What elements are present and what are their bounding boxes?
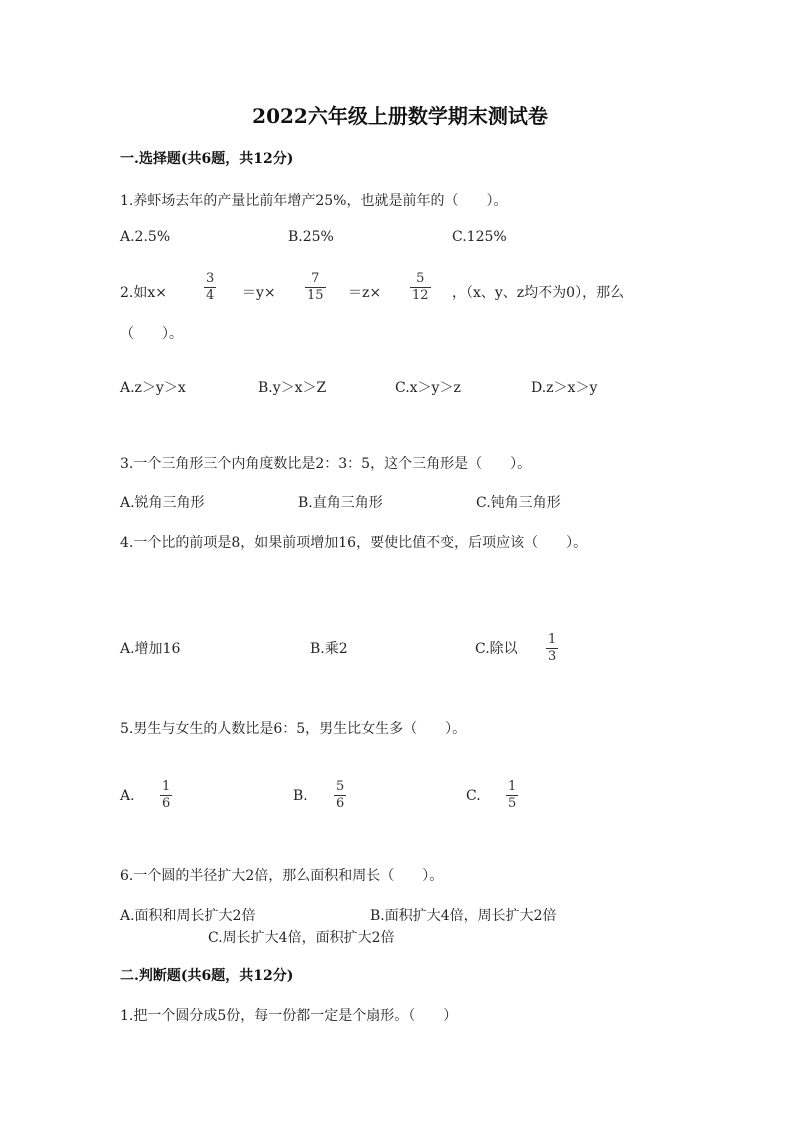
question-1-stem: 1.养虾场去年的产量比前年增产25%，也就是前年的（ ）。: [120, 193, 508, 209]
question-2-prefix: 2.如x×: [120, 285, 167, 301]
q1-option-a: A.2.5%: [120, 229, 171, 245]
q6-option-c: C.周长扩大4倍，面积扩大2倍: [208, 930, 395, 946]
q2-option-a: A.z＞y＞x: [120, 380, 186, 396]
fraction-denominator: 15: [307, 288, 324, 303]
fraction-numerator: 7: [311, 271, 320, 286]
q5-option-c-fraction: [506, 780, 518, 811]
fraction-numerator: 1: [508, 779, 517, 794]
fraction-denominator: 3: [548, 649, 557, 664]
section-heading-judgment: 二.判断题(共6题，共12分): [120, 968, 294, 984]
q4-option-c: C.除以: [475, 641, 518, 657]
fraction-numerator: 3: [206, 271, 215, 286]
section-heading-choice: 一.选择题(共6题，共12分): [120, 151, 294, 167]
q6-option-a: A.面积和周长扩大2倍: [120, 908, 256, 924]
fraction-numerator: 5: [416, 271, 425, 286]
question-2-mid-1: ＝y×: [242, 285, 276, 301]
fraction-denominator: 6: [336, 796, 345, 811]
q4-option-b: B.乘2: [310, 641, 348, 657]
q5-option-b-fraction: [334, 780, 346, 811]
q4-option-c-fraction: [546, 633, 558, 664]
question-2-suffix: ，（x、y、z均不为0），那么: [452, 285, 625, 301]
q3-option-c: C.钝角三角形: [476, 495, 561, 511]
question-6-stem: 6.一个圆的半径扩大2倍，那么面积和周长（ ）。: [120, 868, 444, 884]
fraction-denominator: 4: [206, 288, 215, 303]
fraction-numerator: 5: [336, 779, 345, 794]
q4-option-a: A.增加16: [120, 641, 181, 657]
question-5-stem: 5.男生与女生的人数比是6：5，男生比女生多（ ）。: [120, 721, 467, 737]
q3-option-b: B.直角三角形: [298, 495, 383, 511]
page-title: 2022六年级上册数学期末测试卷: [252, 104, 548, 128]
q2-fraction-3: [410, 272, 431, 303]
question-3-stem: 3.一个三角形三个内角度数比是2：3：5，这个三角形是（ ）。: [120, 456, 532, 472]
q5-option-c-label: C.: [466, 788, 481, 804]
q6-option-b: B.面积扩大4倍，周长扩大2倍: [370, 908, 557, 924]
fraction-denominator: 12: [412, 288, 429, 303]
q5-option-a-fraction: [160, 780, 172, 811]
q2-option-b: B.y＞x＞Z: [258, 380, 327, 396]
fraction-denominator: 6: [162, 796, 171, 811]
q2-fraction-1: [204, 272, 216, 303]
question-2-mid-2: ＝z×: [348, 285, 382, 301]
fraction-numerator: 1: [548, 632, 557, 647]
fraction-denominator: 5: [508, 796, 517, 811]
fraction-numerator: 1: [162, 779, 171, 794]
q2-option-d: D.z＞x＞y: [531, 380, 598, 396]
q3-option-a: A.锐角三角形: [120, 495, 205, 511]
q5-option-a-label: A.: [120, 788, 135, 804]
q2-fraction-2: [305, 272, 326, 303]
question-2-line-2: （ ）。: [120, 326, 183, 342]
q5-option-b-label: B.: [293, 788, 308, 804]
q2-option-c: C.x＞y＞z: [395, 380, 461, 396]
judgment-question-1-stem: 1.把一个圆分成5份，每一份都一定是个扇形。（ ）: [120, 1008, 458, 1024]
question-4-stem: 4.一个比的前项是8，如果前项增加16，要使比值不变，后项应该（ ）。: [120, 535, 588, 551]
q1-option-c: C.125%: [452, 229, 507, 245]
q1-option-b: B.25%: [288, 229, 334, 245]
